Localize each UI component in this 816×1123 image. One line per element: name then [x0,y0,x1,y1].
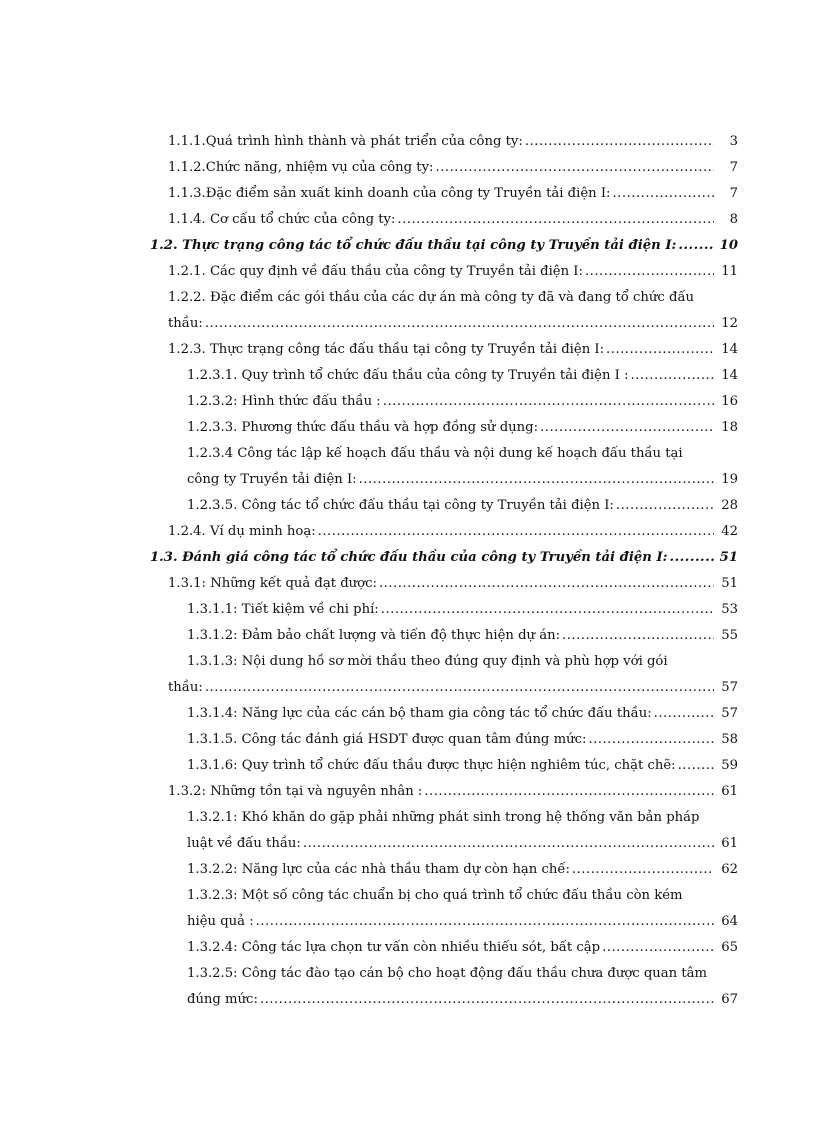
toc-entry-title: thầu: [168,316,203,331]
toc-entry[interactable] [187,623,738,649]
toc-entry-page: 28 [721,498,738,513]
toc-entry-title: 1.2.3.1. Quy trình tổ chức đấu thầu của công ty Truyền tải điện I : [187,368,629,383]
toc-entry-page: 7 [729,160,738,175]
toc-entry[interactable] [168,129,738,155]
toc-entry[interactable] [187,701,738,727]
toc-entry[interactable] [187,415,738,441]
toc-entry-title: 1.2.2. Đặc điểm các gói thầu của các dự án mà công ty đã và đang tổ chức đấu [168,290,695,305]
toc-entry-page: 12 [721,316,738,331]
toc-entry-page: 59 [721,758,738,773]
toc-entry-page: 61 [721,784,738,799]
toc-entry-line1[interactable] [187,961,738,987]
toc-entry-title: 1.3.2.3: Một số công tác chuẩn bị cho quá trình tổ chức đấu thầu còn kém [187,888,683,903]
toc-entry-title: 1.3.2.2: Năng lực của các nhà thầu tham dự còn hạn chế: [187,862,570,877]
toc-entry[interactable] [187,857,738,883]
toc-entry[interactable] [168,779,738,805]
toc-entry-page: 18 [721,420,738,435]
toc-entry-title: 1.2.3.5. Công tác tổ chức đấu thầu tại công ty Truyền tải điện I: [187,498,614,513]
toc-entry-line1[interactable] [187,883,738,909]
toc-entry[interactable] [168,259,738,285]
toc-entry[interactable] [187,467,738,493]
toc-entry[interactable] [187,597,738,623]
toc-entry-page: 64 [721,914,738,929]
toc-entry-page: 67 [721,992,738,1007]
toc-entry-page: 16 [721,394,738,409]
toc-entry[interactable] [187,727,738,753]
toc-entry[interactable] [187,987,738,1013]
toc-entry[interactable] [168,155,738,181]
toc-entry-page: 42 [721,524,738,539]
toc-entry-page: 10 [719,238,738,253]
toc-entry-title: 1.2.4. Ví dụ minh hoạ: [168,524,316,539]
toc-entry[interactable] [168,207,738,233]
toc-entry[interactable] [168,675,738,701]
toc-entry-title: 1.2.3.2: Hình thức đấu thầu : [187,394,381,409]
toc-entry-page: 51 [721,576,738,591]
toc-entry[interactable] [168,337,738,363]
toc-entry-line1[interactable] [187,649,738,675]
toc-entry-title: 1.3.2: Những tồn tại và nguyên nhân : [168,784,423,799]
toc-entry-page: 57 [721,706,738,721]
toc-entry-title: 1.2.3.4 Công tác lập kế hoạch đấu thầu và nội dung kế hoạch đấu thầu tại [187,446,683,461]
toc-entry-title: 1.1.1.Quá trình hình thành và phát triển của công ty: [168,134,523,149]
toc-entry[interactable] [187,363,738,389]
toc-entry-page: 53 [721,602,738,617]
toc-entry[interactable] [187,935,738,961]
toc-entry-page: 14 [721,342,738,357]
toc-entry-title: 1.3.2.5: Công tác đào tạo cán bộ cho hoạt động đấu thầu chưa được quan tâm [187,966,708,981]
toc-entry[interactable] [168,571,738,597]
toc-entry-page: 62 [721,862,738,877]
toc-entry-title: 1.3.1.3: Nội dung hồ sơ mời thầu theo đúng quy định và phù hợp với gói [187,654,668,669]
toc-entry-title: 1.1.2.Chức năng, nhiệm vụ của công ty: [168,160,434,175]
toc-entry-page: 58 [721,732,738,747]
toc-entry-title: 1.3.2.4: Công tác lựa chọn tư vấn còn nhiều thiếu sót, bất cập [187,940,601,955]
toc-entry-title: 1.3.1.1: Tiết kiệm về chi phí: [187,602,379,617]
toc-entry[interactable] [187,389,738,415]
toc-entry-title: đúng mức: [187,992,258,1007]
toc-entry[interactable] [187,753,738,779]
toc-entry-title: công ty Truyền tải điện I: [187,472,357,487]
toc-entry-page: 51 [719,550,738,565]
toc-entry[interactable] [187,493,738,519]
toc-entry[interactable] [168,181,738,207]
toc-section-heading[interactable] [150,233,738,259]
toc-entry-title: 1.3.1.4: Năng lực của các cán bộ tham gia công tác tổ chức đấu thầu: [187,706,652,721]
toc-section-heading[interactable] [150,545,738,571]
toc-entry-title: 1.1.4. Cơ cấu tổ chức của công ty: [168,212,396,227]
toc-entry-line1[interactable] [168,285,738,311]
toc-entry-page: 7 [729,186,738,201]
toc-entry[interactable] [187,909,738,935]
toc-entry-title: 1.3.1.6: Quy trình tổ chức đấu thầu được thực hiện nghiêm túc, chặt chẽ: [187,758,676,773]
toc-entry-page: 55 [721,628,738,643]
toc-entry-title: 1.3.2.1: Khó khăn do gặp phải những phát sinh trong hệ thống văn bản pháp [187,810,700,825]
toc-entry-page: 65 [721,940,738,955]
toc-entry-title: 1.1.3.Đặc điểm sản xuất kinh doanh của công ty Truyền tải điện I: [168,186,611,201]
toc-entry-title: 1.2. Thực trạng công tác tổ chức đấu thầu tại công ty Truyền tải điện I: [150,238,677,253]
toc-entry-line1[interactable] [187,441,738,467]
toc-entry-title: 1.3. Đánh giá công tác tổ chức đấu thầu của công ty Truyền tải điện I: [150,550,668,565]
toc-entry-title: 1.3.1: Những kết quả đạt được: [168,576,377,591]
toc-entry-page: 61 [721,836,738,851]
toc-entry[interactable] [168,311,738,337]
toc-entry-title: hiệu quả : [187,914,254,929]
toc-entry-title: 1.3.1.5. Công tác đánh giá HSDT được quan tâm đúng mức: [187,732,587,747]
toc-entry[interactable] [168,519,738,545]
toc-entry-page: 14 [721,368,738,383]
toc-entry-title: thầu: [168,680,203,695]
toc-entry-page: 57 [721,680,738,695]
toc-entry-title: 1.2.3.3. Phương thức đấu thầu và hợp đồng sử dụng: [187,420,539,435]
toc-entry-title: 1.3.1.2: Đảm bảo chất lượng và tiến độ thực hiện dự án: [187,628,561,643]
toc-entry-line1[interactable] [187,805,738,831]
toc-entry-page: 8 [729,212,738,227]
toc-entry-page: 11 [721,264,738,279]
toc-entry-title: 1.2.1. Các quy định về đấu thầu của công ty Truyền tải điện I: [168,264,583,279]
toc-entry[interactable] [187,831,738,857]
toc-entry-title: luật về đấu thầu: [187,836,301,851]
toc-entry-page: 3 [729,134,738,149]
toc-entry-page: 19 [721,472,738,487]
toc-entry-title: 1.2.3. Thực trạng công tác đấu thầu tại công ty Truyền tải điện I: [168,342,605,357]
